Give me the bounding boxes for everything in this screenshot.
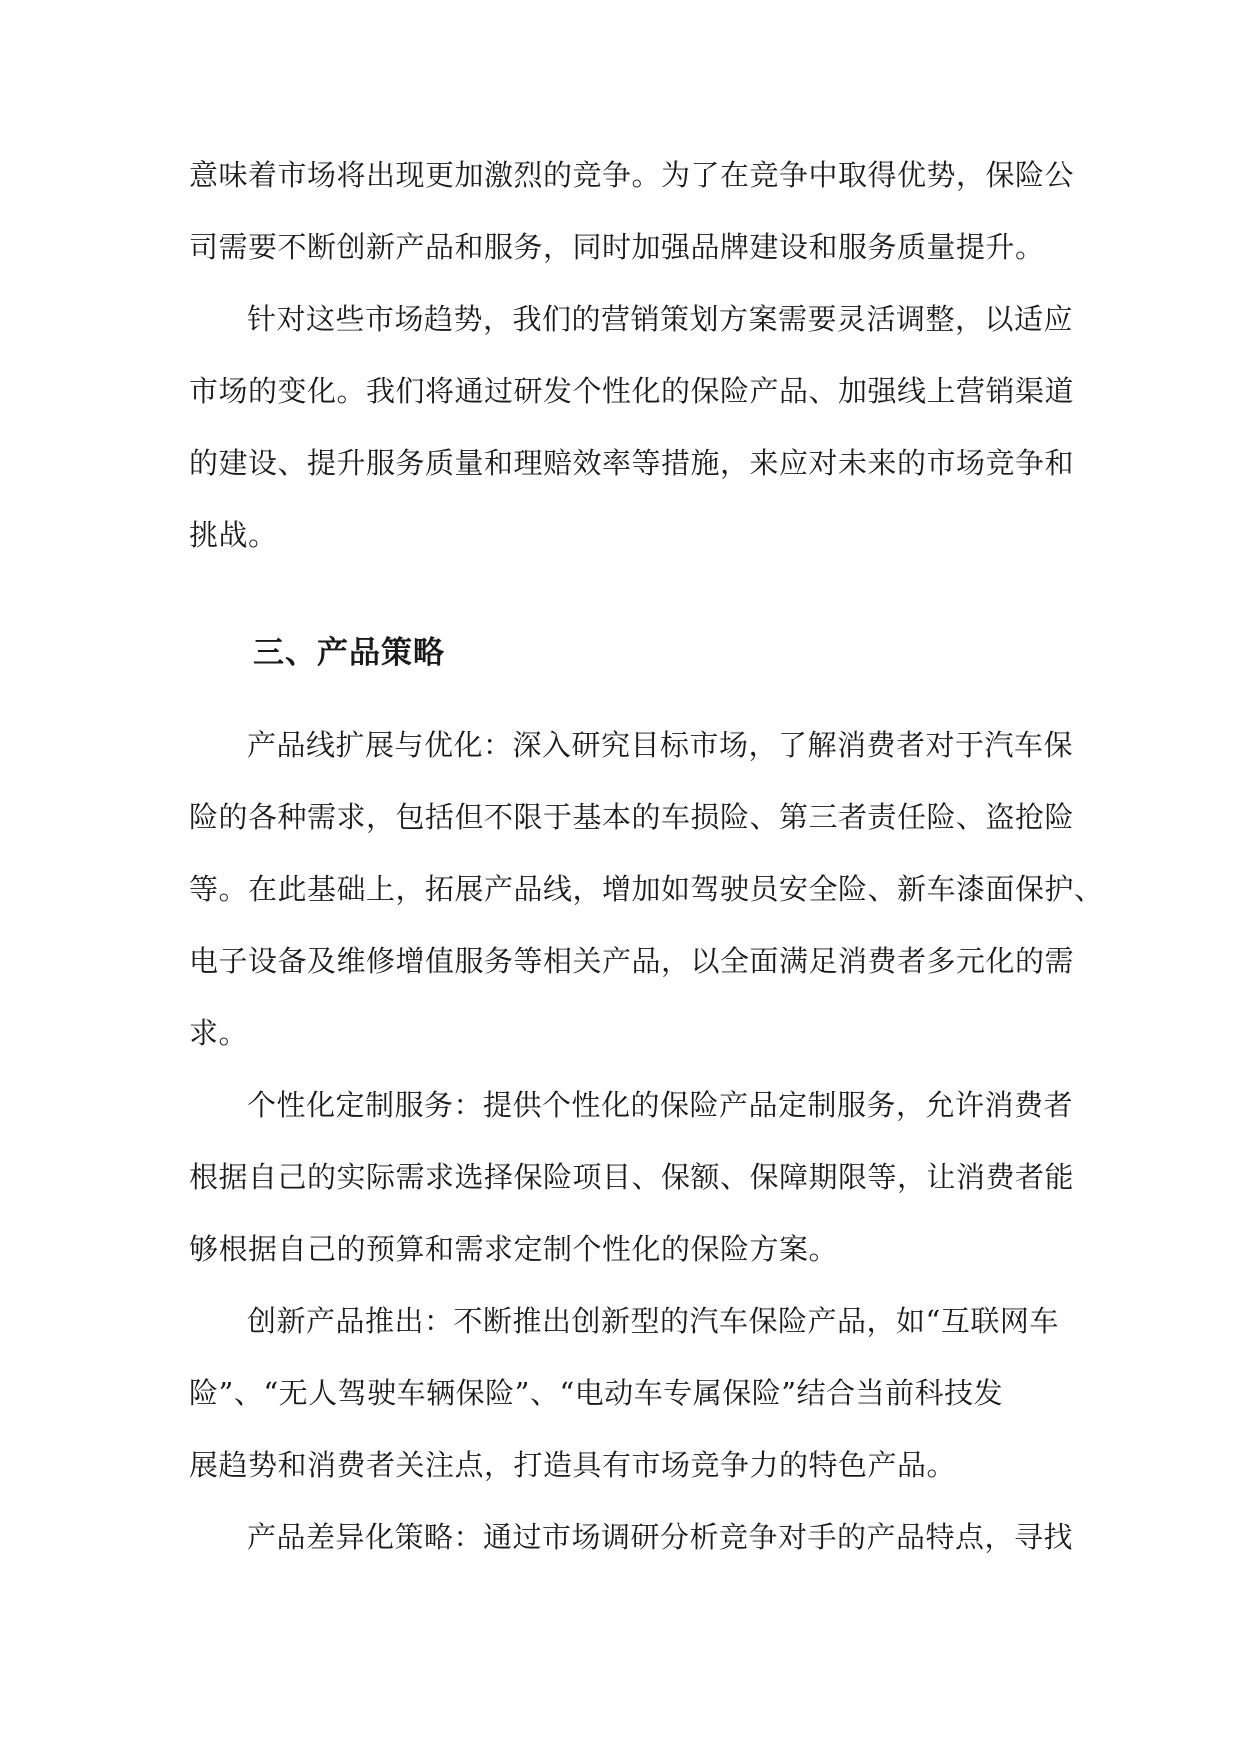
paragraph-line: 创新产品推出：不断推出创新型的汽车保险产品，如“互联网车 bbox=[247, 1304, 1059, 1338]
paragraph-line: 市场的变化。我们将通过研发个性化的保险产品、加强线上营销渠道 bbox=[189, 374, 1075, 408]
paragraph-line: 求。 bbox=[189, 1016, 249, 1050]
section-heading: 三、产品策略 bbox=[253, 635, 445, 671]
paragraph-line: 险的各种需求，包括但不限于基本的车损险、第三者责任险、盗抢险 bbox=[189, 800, 1075, 834]
paragraph-line: 意味着市场将出现更加激烈的竞争。为了在竞争中取得优势，保险公 bbox=[189, 158, 1075, 192]
paragraph-line: 电子设备及维修增值服务等相关产品，以全面满足消费者多元化的需 bbox=[189, 944, 1075, 978]
paragraph-line: 等。在此基础上，拓展产品线，增加如驾驶员安全险、新车漆面保护、 bbox=[189, 872, 1104, 906]
paragraph-line: 的建设、提升服务质量和理赔效率等措施，来应对未来的市场竞争和 bbox=[189, 446, 1075, 480]
paragraph-line: 产品差异化策略：通过市场调研分析竞争对手的产品特点，寻找 bbox=[247, 1520, 1074, 1554]
paragraph-line: 够根据自己的预算和需求定制个性化的保险方案。 bbox=[189, 1232, 839, 1266]
paragraph-line: 个性化定制服务：提供个性化的保险产品定制服务，允许消费者 bbox=[247, 1088, 1074, 1122]
paragraph-line: 挑战。 bbox=[189, 518, 278, 552]
paragraph-line: 司需要不断创新产品和服务，同时加强品牌建设和服务质量提升。 bbox=[189, 230, 1045, 264]
paragraph-line: 险”、“无人驾驶车辆保险”、“电动车专属保险”结合当前科技发 bbox=[189, 1376, 1004, 1410]
paragraph-line: 针对这些市场趋势，我们的营销策划方案需要灵活调整，以适应 bbox=[247, 302, 1074, 336]
paragraph-line: 产品线扩展与优化：深入研究目标市场，了解消费者对于汽车保 bbox=[247, 728, 1074, 762]
paragraph-line: 展趋势和消费者关注点，打造具有市场竞争力的特色产品。 bbox=[189, 1448, 957, 1482]
paragraph-line: 根据自己的实际需求选择保险项目、保额、保障期限等，让消费者能 bbox=[189, 1160, 1075, 1194]
